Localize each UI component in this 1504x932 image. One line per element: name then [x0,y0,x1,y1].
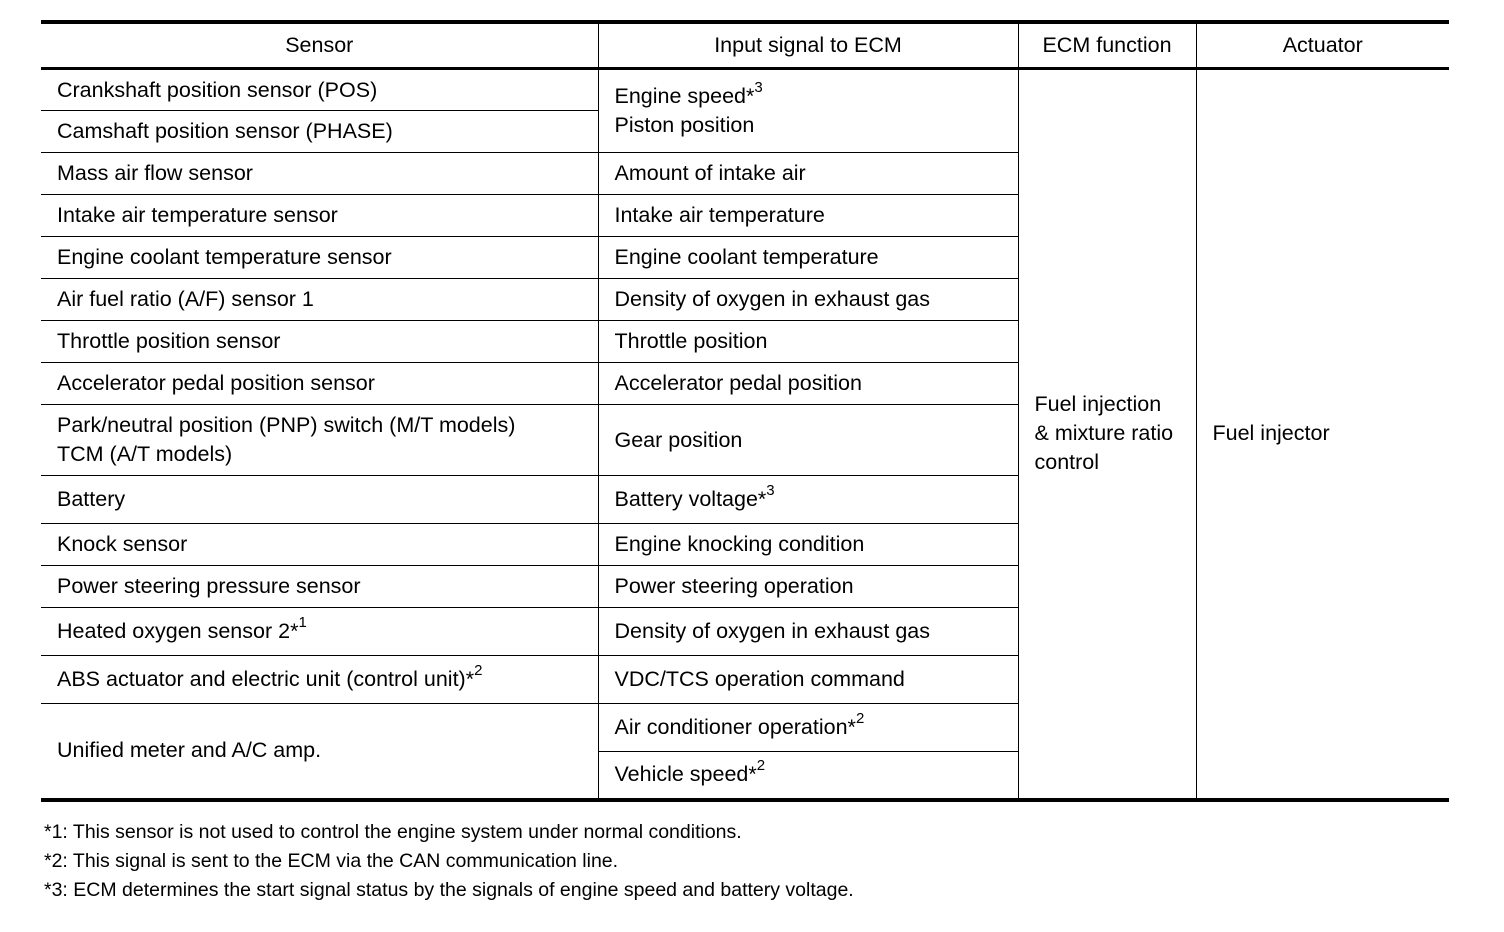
signal-line-piston-position: Piston position [614,113,755,137]
signal-line-engine-speed: Engine speed*$^3$ [614,78,763,108]
sensor-cell: Park/neutral position (PNP) switch (M/T models) TCM (A/T models) [41,405,598,476]
sensor-cell: Mass air flow sensor [41,153,598,195]
signal-cell: Gear position [598,405,1018,476]
signal-cell: Intake air temperature [598,195,1018,237]
signal-cell: VDC/TCS operation command [598,656,1018,704]
sensor-cell: Unified meter and A/C amp. [41,704,598,800]
header-sensor: Sensor [41,22,598,69]
sensor-ecm-table [41,20,1449,802]
signal-cell-engine-speed [598,69,1018,153]
sensor-cell: Power steering pressure sensor [41,566,598,608]
ecm-function-cell: Fuel injection & mixture ratio control [1018,69,1196,800]
signal-cell: Power steering operation [598,566,1018,608]
footnotes [44,818,854,905]
signal-cell: Battery voltage*$^3$ [598,476,1018,524]
sensor-cell: Accelerator pedal position sensor [41,363,598,405]
sensor-cell: Engine coolant temperature sensor [41,237,598,279]
footnote-1: *1: This sensor is not used to control the engine system under normal conditions. [44,821,742,843]
sensor-cell: Throttle position sensor [41,321,598,363]
signal-cell: Engine knocking condition [598,524,1018,566]
signal-cell: Engine coolant temperature [598,237,1018,279]
signal-cell: Throttle position [598,321,1018,363]
sensor-cell: Intake air temperature sensor [41,195,598,237]
header-actuator: Actuator [1196,22,1449,69]
sensor-cell: Battery [41,476,598,524]
sensor-cell: Crankshaft position sensor (POS) [41,69,598,111]
sensor-cell: Camshaft position sensor (PHASE) [41,111,598,153]
table-row [41,69,1449,111]
signal-cell: Vehicle speed*$^2$ [598,752,1018,800]
signal-cell: Air conditioner operation*$^2$ [598,704,1018,752]
table-header-row [41,22,1449,69]
signal-cell: Density of oxygen in exhaust gas [598,279,1018,321]
signal-cell: Amount of intake air [598,153,1018,195]
header-input-signal: Input signal to ECM [598,22,1018,69]
sensor-cell: Knock sensor [41,524,598,566]
header-ecm-function: ECM function [1018,22,1196,69]
footnote-3: *3: ECM determines the start signal status by the signals of engine speed and battery voltage. [44,879,854,901]
actuator-cell: Fuel injector [1196,69,1449,800]
sensor-cell: Air fuel ratio (A/F) sensor 1 [41,279,598,321]
footnote-2: *2: This signal is sent to the ECM via the CAN communication line. [44,850,619,872]
signal-cell: Density of oxygen in exhaust gas [598,608,1018,656]
signal-cell: Accelerator pedal position [598,363,1018,405]
sensor-cell: ABS actuator and electric unit (control unit)*$^2$ [41,656,598,704]
sensor-cell: Heated oxygen sensor 2*$^1$ [41,608,598,656]
